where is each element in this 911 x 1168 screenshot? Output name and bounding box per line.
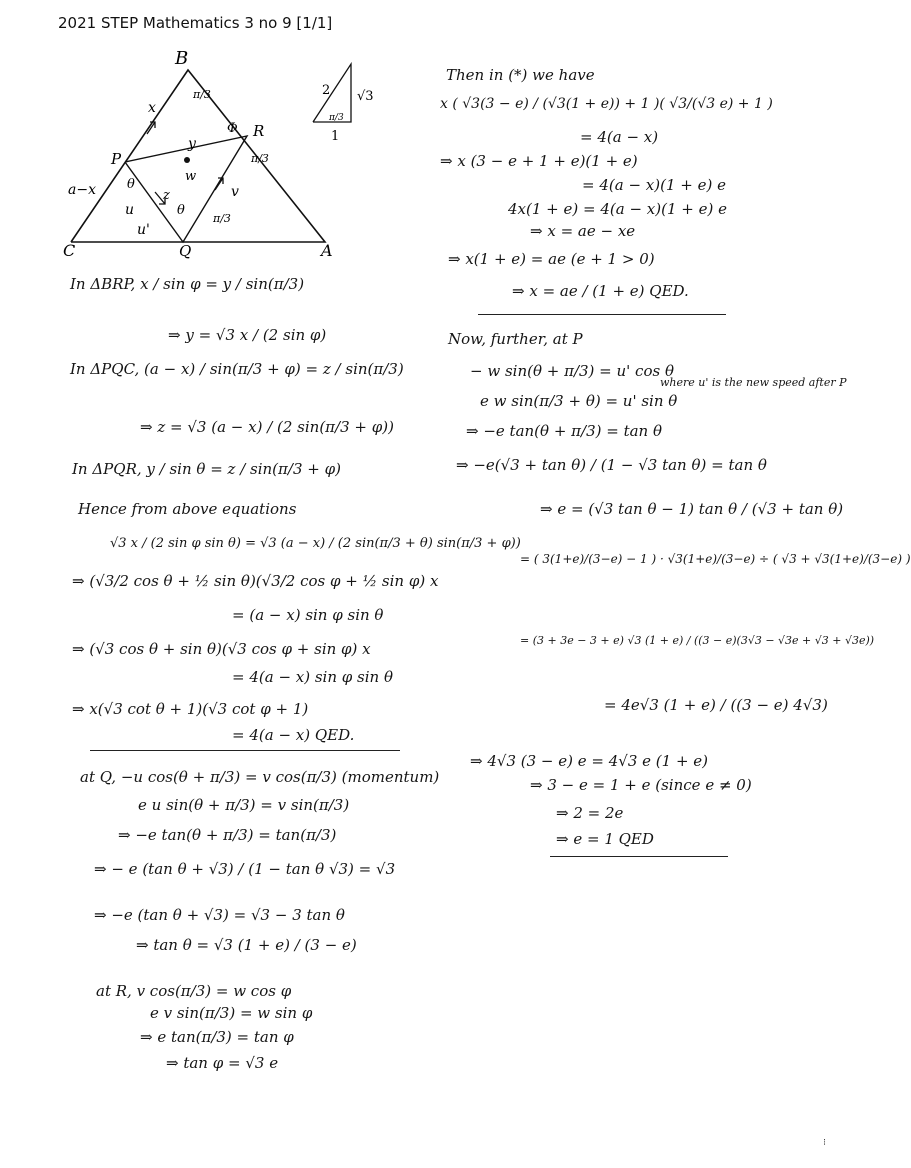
- right-line-4: ⇒ x (3 − e + 1 + e)(1 + e): [440, 152, 638, 170]
- left-line-23: ⇒ tan φ = √3 e: [166, 1054, 279, 1072]
- vertex-label-B: B: [175, 48, 189, 69]
- right-line-8: ⇒ x(1 + e) = ae (e + 1 > 0): [448, 250, 655, 268]
- left-line-3: In ΔPQC, (a − x) / sin(π/3 + φ) = z / sin(π/3): [70, 360, 404, 378]
- velocity-label-z: z: [163, 188, 170, 203]
- left-line-13: = 4(a − x) QED.: [232, 726, 355, 744]
- left-line-11: = 4(a − x) sin φ sin θ: [232, 668, 394, 686]
- divider-right-2: [550, 856, 728, 857]
- angle-label-pi3-Q: π/3: [213, 212, 231, 225]
- left-line-1: In ΔBRP, x / sin φ = y / sin(π/3): [70, 275, 305, 293]
- scan-mark: ⁝: [823, 1138, 826, 1148]
- left-line-19: ⇒ tan θ = √3 (1 + e) / (3 − e): [136, 936, 357, 954]
- left-line-7: √3 x / (2 sin φ sin θ) = √3 (a − x) / (2 sin(π/3 + θ) sin(π/3 + φ)): [110, 536, 521, 551]
- left-line-10: ⇒ (√3 cos θ + sin θ)(√3 cos φ + sin φ) x: [72, 640, 371, 658]
- left-line-9: = (a − x) sin φ sin θ: [232, 606, 384, 624]
- right-line-9: ⇒ x = ae / (1 + e) QED.: [512, 282, 689, 300]
- right-line-22: ⇒ 2 = 2e: [556, 804, 624, 822]
- page-title: 2021 STEP Mathematics 3 no 9 [1/1]: [58, 14, 333, 32]
- right-line-13: where u' is the new speed after P: [660, 376, 847, 389]
- arrow-v: [215, 178, 223, 190]
- right-line-11: − w sin(θ + π/3) = u' cos θ: [470, 362, 674, 380]
- left-line-14: at Q, −u cos(θ + π/3) = v cos(π/3) (momentum): [80, 768, 440, 786]
- vertex-label-Q: Q: [179, 242, 192, 260]
- vertex-label-P: P: [111, 150, 122, 168]
- right-line-2: x ( √3(3 − e) / (√3(1 + e)) + 1 )( √3/(√3 e) + 1 ): [440, 96, 773, 112]
- velocity-label-v: v: [231, 184, 239, 200]
- left-line-4: ⇒ z = √3 (a − x) / (2 sin(π/3 + φ)): [140, 418, 394, 436]
- velocity-label-u-prime: u': [137, 222, 150, 238]
- right-line-16: ⇒ e = (√3 tan θ − 1) tan θ / (√3 + tan θ): [540, 500, 844, 518]
- right-line-20: ⇒ 4√3 (3 − e) e = 4√3 e (1 + e): [470, 752, 709, 770]
- side-label-x: x: [148, 100, 156, 116]
- vertex-label-A: A: [321, 241, 333, 260]
- right-line-23: ⇒ e = 1 QED: [556, 830, 654, 848]
- inset-label-angle: π/3: [329, 113, 344, 123]
- right-line-3: = 4(a − x): [580, 128, 659, 146]
- left-line-6: Hence from above equations: [78, 500, 297, 518]
- right-line-5: = 4(a − x)(1 + e) e: [582, 176, 726, 194]
- vertex-label-R: R: [253, 122, 265, 140]
- angle-label-theta-P: θ: [127, 177, 135, 192]
- angle-label-phi: Φ: [227, 121, 238, 136]
- left-line-8: ⇒ (√3/2 cos θ + ½ sin θ)(√3/2 cos φ + ½ sin φ) x: [72, 572, 439, 590]
- velocity-label-u: u: [125, 202, 135, 218]
- right-line-21: ⇒ 3 − e = 1 + e (since e ≠ 0): [530, 776, 752, 794]
- left-line-16: ⇒ −e tan(θ + π/3) = tan(π/3): [118, 826, 337, 844]
- vertex-label-C: C: [63, 241, 76, 260]
- right-line-12: e w sin(π/3 + θ) = u' sin θ: [480, 392, 678, 410]
- right-line-17: = ( 3(1+e)/(3−e) − 1 ) · √3(1+e)/(3−e) ÷ ( √3 + √3(1+e)/(3−e) ): [520, 552, 911, 566]
- triangle-diagram: [55, 42, 400, 260]
- angle-label-theta-Q: θ: [177, 203, 185, 218]
- velocity-label-w: w: [185, 169, 197, 184]
- inset-label-base: 1: [331, 129, 340, 144]
- left-line-20: at R, v cos(π/3) = w cos φ: [96, 982, 292, 1000]
- right-line-1: Then in (*) we have: [446, 66, 595, 84]
- left-line-12: ⇒ x(√3 cot θ + 1)(√3 cot φ + 1): [72, 700, 309, 718]
- left-line-18: ⇒ −e (tan θ + √3) = √3 − 3 tan θ: [94, 906, 345, 924]
- left-line-22: ⇒ e tan(π/3) = tan φ: [140, 1028, 294, 1046]
- divider-right-1: [478, 314, 726, 315]
- right-line-19: = 4e√3 (1 + e) / ((3 − e) 4√3): [604, 696, 828, 714]
- right-line-15: ⇒ −e(√3 + tan θ) / (1 − √3 tan θ) = tan θ: [456, 456, 767, 474]
- right-line-7: ⇒ x = ae − xe: [530, 222, 636, 240]
- right-line-6: 4x(1 + e) = 4(a − x)(1 + e) e: [508, 200, 727, 218]
- left-line-15: e u sin(θ + π/3) = v sin(π/3): [138, 796, 350, 814]
- ball-icon: [184, 157, 190, 163]
- divider-left: [90, 750, 400, 751]
- angle-label-pi3-B: π/3: [193, 88, 211, 101]
- right-line-18: = (3 + 3e − 3 + e) √3 (1 + e) / ((3 − e)(3√3 − √3e + √3 + √3e)): [520, 634, 875, 647]
- inset-label-hyp: 2: [322, 83, 331, 98]
- velocity-label-y: y: [188, 136, 196, 152]
- inset-label-side: √3: [357, 89, 374, 104]
- left-line-17: ⇒ − e (tan θ + √3) / (1 − tan θ √3) = √3: [94, 860, 396, 878]
- angle-label-pi3-R: π/3: [251, 152, 269, 165]
- side-label-a-minus-x: a−x: [68, 182, 96, 198]
- right-line-10: Now, further, at P: [448, 330, 583, 348]
- left-line-5: In ΔPQR, y / sin θ = z / sin(π/3 + φ): [72, 460, 341, 478]
- right-line-14: ⇒ −e tan(θ + π/3) = tan θ: [466, 422, 663, 440]
- left-line-2: ⇒ y = √3 x / (2 sin φ): [168, 326, 327, 344]
- left-line-21: e v sin(π/3) = w sin φ: [150, 1004, 313, 1022]
